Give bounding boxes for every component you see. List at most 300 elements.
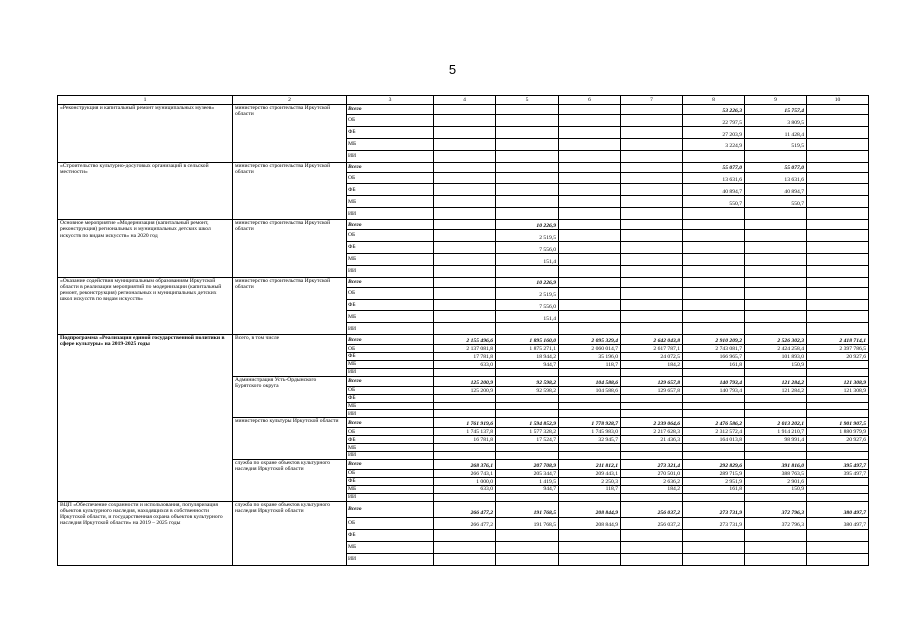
amount-cell: 550,7	[683, 196, 745, 208]
amount-cell: 184,2	[621, 485, 683, 493]
amount-cell	[559, 323, 621, 335]
amount-cell	[496, 184, 559, 196]
amount-cell: 184,2	[621, 361, 683, 369]
amount-cell: 395 497,7	[807, 459, 869, 469]
amount-cell	[621, 162, 683, 172]
amount-cell	[496, 541, 559, 553]
amount-cell: 20 927,6	[807, 436, 869, 444]
funding-source: Всего	[347, 335, 434, 345]
amount-cell	[621, 105, 683, 115]
amount-cell: 151,4	[496, 311, 559, 323]
amount-cell: 1 761 919,6	[434, 418, 496, 428]
amount-cell	[434, 311, 496, 323]
amount-cell: 10 226,9	[496, 220, 559, 230]
amount-cell: 3 809,5	[745, 115, 807, 127]
amount-cell	[807, 115, 869, 127]
amount-cell: 140 793,4	[683, 376, 745, 386]
funding-source: МБ	[347, 541, 434, 553]
amount-cell	[683, 402, 745, 410]
funding-source: ФБ	[347, 242, 434, 254]
amount-cell: 391 816,0	[745, 459, 807, 469]
amount-cell: 118,7	[559, 361, 621, 369]
amount-cell: 10 226,9	[496, 277, 559, 287]
amount-cell: 1 914 210,7	[745, 428, 807, 436]
amount-cell: 1 778 928,7	[559, 418, 621, 428]
amount-cell	[621, 410, 683, 418]
amount-cell	[807, 368, 869, 376]
funding-source: ОБ	[347, 386, 434, 394]
amount-cell: 11 428,4	[745, 126, 807, 138]
amount-cell: 151,4	[496, 253, 559, 265]
amount-cell: 7 556,0	[496, 299, 559, 311]
amount-cell	[559, 126, 621, 138]
amount-cell: 2 217 628,3	[621, 428, 683, 436]
amount-cell: 17 781,8	[434, 353, 496, 361]
amount-cell	[745, 402, 807, 410]
amount-cell	[745, 150, 807, 162]
amount-cell: 1 875 271,1	[496, 345, 559, 353]
amount-cell: 166 965,7	[683, 353, 745, 361]
funding-source: МБ	[347, 138, 434, 150]
amount-cell: 13 631,6	[745, 172, 807, 184]
funding-source: Всего	[347, 162, 434, 172]
funding-source: ИИ	[347, 265, 434, 277]
amount-cell	[621, 323, 683, 335]
amount-cell	[434, 253, 496, 265]
amount-cell	[496, 493, 559, 501]
amount-cell	[434, 242, 496, 254]
amount-cell	[807, 265, 869, 277]
amount-cell	[434, 323, 496, 335]
funding-source: МБ	[347, 402, 434, 410]
funding-source: МБ	[347, 361, 434, 369]
amount-cell: 273 731,9	[683, 517, 745, 529]
amount-cell: 2 910 209,2	[683, 335, 745, 345]
amount-cell: 380 497,7	[807, 517, 869, 529]
amount-cell	[496, 208, 559, 220]
column-header: 6	[559, 96, 621, 105]
amount-cell	[807, 138, 869, 150]
amount-cell: 1 880 979,9	[807, 428, 869, 436]
amount-cell	[559, 230, 621, 242]
amount-cell	[434, 138, 496, 150]
amount-cell: 2 312 572,4	[683, 428, 745, 436]
amount-cell	[621, 444, 683, 452]
amount-cell	[496, 394, 559, 402]
funding-source: ОБ	[347, 345, 434, 353]
table-row	[58, 105, 869, 115]
amount-cell: 55 077,0	[683, 162, 745, 172]
amount-cell: 125 200,9	[434, 386, 496, 394]
amount-cell: 2 397 786,5	[807, 345, 869, 353]
amount-cell	[807, 162, 869, 172]
page-number: 5	[448, 62, 457, 77]
amount-cell: 40 894,7	[745, 184, 807, 196]
funding-source: ФБ	[347, 394, 434, 402]
amount-cell	[621, 196, 683, 208]
amount-cell: 2 095 329,4	[559, 335, 621, 345]
amount-cell	[683, 277, 745, 287]
amount-cell: 205 344,7	[496, 469, 559, 477]
amount-cell: 150,9	[745, 485, 807, 493]
funding-source: ИИ	[347, 368, 434, 376]
funding-source: Всего	[347, 376, 434, 386]
amount-cell: 2 476 586,2	[683, 418, 745, 428]
executor: министерство строительства Иркутской области	[233, 277, 347, 335]
amount-cell: 1 745 983,0	[559, 428, 621, 436]
amount-cell: 208 844,9	[559, 501, 621, 517]
funding-source: МБ	[347, 196, 434, 208]
amount-cell	[496, 150, 559, 162]
funding-source: ОБ	[347, 469, 434, 477]
amount-cell	[807, 184, 869, 196]
amount-cell: 161,8	[683, 361, 745, 369]
amount-cell	[559, 553, 621, 565]
amount-cell	[745, 253, 807, 265]
amount-cell	[621, 394, 683, 402]
amount-cell	[434, 105, 496, 115]
amount-cell	[745, 394, 807, 402]
executor: министерство строительства Иркутской области	[233, 162, 347, 220]
amount-cell: 266 477,2	[434, 501, 496, 517]
amount-cell	[745, 220, 807, 230]
table-row	[58, 501, 869, 517]
amount-cell	[621, 184, 683, 196]
amount-cell: 372 796,3	[745, 501, 807, 517]
funding-source: ИИ	[347, 553, 434, 565]
header-row	[58, 96, 869, 105]
amount-cell: 1 577 328,2	[496, 428, 559, 436]
column-header: 1	[58, 96, 233, 105]
amount-cell	[745, 452, 807, 460]
executor: служба по охране объектов культурного наследия Иркутской области	[233, 459, 347, 501]
amount-cell: 104 588,6	[559, 386, 621, 394]
amount-cell	[559, 277, 621, 287]
executor: министерство культуры Иркутской области	[233, 418, 347, 460]
amount-cell	[559, 150, 621, 162]
executor: Всего, в том числе	[233, 335, 347, 377]
amount-cell	[496, 115, 559, 127]
amount-cell	[807, 311, 869, 323]
amount-cell	[621, 230, 683, 242]
amount-cell: 2 418 714,1	[807, 335, 869, 345]
amount-cell	[434, 230, 496, 242]
amount-cell	[434, 162, 496, 172]
amount-cell: 2 526 302,3	[745, 335, 807, 345]
amount-cell: 129 657,8	[621, 386, 683, 394]
amount-cell	[683, 265, 745, 277]
amount-cell: 17 524,7	[496, 436, 559, 444]
amount-cell	[621, 277, 683, 287]
amount-cell	[621, 265, 683, 277]
amount-cell: 32 945,7	[559, 436, 621, 444]
funding-source: МБ	[347, 311, 434, 323]
amount-cell: 92 598,2	[496, 376, 559, 386]
amount-cell	[559, 220, 621, 230]
amount-cell: 125 200,9	[434, 376, 496, 386]
amount-cell: 256 037,2	[621, 501, 683, 517]
amount-cell: 121 284,2	[745, 386, 807, 394]
amount-cell	[807, 150, 869, 162]
amount-cell: 27 203,9	[683, 126, 745, 138]
amount-cell: 1 745 137,8	[434, 428, 496, 436]
amount-cell: 150,9	[745, 361, 807, 369]
amount-cell	[745, 410, 807, 418]
amount-cell	[621, 287, 683, 299]
amount-cell	[559, 541, 621, 553]
amount-cell: 207 708,9	[496, 459, 559, 469]
table-row	[58, 220, 869, 230]
amount-cell	[745, 541, 807, 553]
amount-cell	[683, 493, 745, 501]
amount-cell	[559, 253, 621, 265]
executor: министерство строительства Иркутской области	[233, 105, 347, 163]
amount-cell: 1 901 907,5	[807, 418, 869, 428]
amount-cell	[683, 394, 745, 402]
funding-source: ОБ	[347, 230, 434, 242]
amount-cell	[745, 493, 807, 501]
column-header: 2	[233, 96, 347, 105]
amount-cell	[807, 287, 869, 299]
amount-cell: 2 137 081,8	[434, 345, 496, 353]
amount-cell: 118,7	[559, 485, 621, 493]
amount-cell: 944,7	[496, 485, 559, 493]
funding-source: Всего	[347, 501, 434, 517]
amount-cell: 40 894,7	[683, 184, 745, 196]
amount-cell	[745, 242, 807, 254]
amount-cell: 55 077,0	[745, 162, 807, 172]
amount-cell	[621, 368, 683, 376]
amount-cell	[559, 184, 621, 196]
amount-cell: 380 497,7	[807, 501, 869, 517]
amount-cell: 1 594 852,9	[496, 418, 559, 428]
budget-table	[57, 95, 869, 566]
amount-cell	[496, 410, 559, 418]
amount-cell	[621, 150, 683, 162]
amount-cell	[559, 196, 621, 208]
amount-cell	[496, 553, 559, 565]
amount-cell: 2 250,3	[559, 477, 621, 485]
amount-cell	[807, 361, 869, 369]
amount-cell	[496, 105, 559, 115]
funding-source: ФБ	[347, 436, 434, 444]
amount-cell	[559, 368, 621, 376]
column-header: 9	[745, 96, 807, 105]
amount-cell	[434, 529, 496, 541]
amount-cell: 2 239 064,6	[621, 418, 683, 428]
amount-cell: 209 443,1	[559, 469, 621, 477]
amount-cell	[496, 529, 559, 541]
amount-cell	[559, 493, 621, 501]
amount-cell: 101 893,0	[745, 353, 807, 361]
amount-cell	[621, 452, 683, 460]
amount-cell: 15 757,4	[745, 105, 807, 115]
amount-cell	[807, 230, 869, 242]
funding-source: ИИ	[347, 150, 434, 162]
funding-source: ФБ	[347, 184, 434, 196]
funding-source: ФБ	[347, 126, 434, 138]
amount-cell	[745, 444, 807, 452]
amount-cell	[559, 287, 621, 299]
amount-cell: 266 743,1	[434, 469, 496, 477]
amount-cell	[496, 172, 559, 184]
amount-cell: 191 768,5	[496, 517, 559, 529]
amount-cell	[807, 242, 869, 254]
amount-cell	[434, 493, 496, 501]
amount-cell	[621, 541, 683, 553]
amount-cell: 3 224,9	[683, 138, 745, 150]
amount-cell: 208 844,9	[559, 517, 621, 529]
amount-cell: 256 037,2	[621, 517, 683, 529]
amount-cell	[559, 265, 621, 277]
amount-cell	[559, 115, 621, 127]
program-name: ВЦП «Обеспечение сохранности и использования, популяризация объектов культурного наследия, находящихся в собственности Иркутской области, и государственная охрана объектов культурного наследия Иркутской области» на 2019 – 2025 годы	[58, 501, 233, 565]
amount-cell	[559, 394, 621, 402]
amount-cell	[434, 541, 496, 553]
amount-cell: 633,0	[434, 361, 496, 369]
amount-cell: 35 196,0	[559, 353, 621, 361]
amount-cell	[559, 299, 621, 311]
funding-source: ФБ	[347, 529, 434, 541]
amount-cell	[559, 172, 621, 184]
amount-cell	[807, 323, 869, 335]
amount-cell	[745, 277, 807, 287]
amount-cell: 273 321,4	[621, 459, 683, 469]
amount-cell	[683, 311, 745, 323]
amount-cell	[434, 196, 496, 208]
amount-cell: 24 072,5	[621, 353, 683, 361]
amount-cell	[621, 299, 683, 311]
column-header: 3	[347, 96, 434, 105]
amount-cell	[745, 299, 807, 311]
amount-cell: 388 763,5	[745, 469, 807, 477]
amount-cell	[434, 452, 496, 460]
amount-cell: 98 991,4	[745, 436, 807, 444]
amount-cell	[807, 493, 869, 501]
amount-cell	[434, 115, 496, 127]
amount-cell	[683, 529, 745, 541]
column-header: 5	[496, 96, 559, 105]
program-name: «Оказание содействия муниципальным образованиям Иркутской области в реализации мероприятий по модернизации (капитальный ремонт, реконструкция) региональных и муниципальных детских школ искусств по видам искусств»	[58, 277, 233, 335]
amount-cell: 121 284,2	[745, 376, 807, 386]
amount-cell	[621, 529, 683, 541]
amount-cell	[683, 410, 745, 418]
amount-cell	[807, 541, 869, 553]
amount-cell	[621, 253, 683, 265]
amount-cell	[496, 323, 559, 335]
amount-cell	[683, 444, 745, 452]
amount-cell	[683, 299, 745, 311]
amount-cell: 21 436,3	[621, 436, 683, 444]
amount-cell	[434, 265, 496, 277]
amount-cell	[621, 242, 683, 254]
amount-cell: 22 797,5	[683, 115, 745, 127]
amount-cell	[683, 287, 745, 299]
amount-cell	[807, 485, 869, 493]
amount-cell	[683, 208, 745, 220]
amount-cell	[683, 553, 745, 565]
amount-cell	[559, 242, 621, 254]
amount-cell: 1 895 160,0	[496, 335, 559, 345]
executor: Администрация Усть-Ордынского Бурятского округа	[233, 376, 347, 418]
amount-cell	[745, 368, 807, 376]
amount-cell	[559, 162, 621, 172]
amount-cell	[434, 220, 496, 230]
amount-cell	[807, 452, 869, 460]
amount-cell	[496, 196, 559, 208]
amount-cell: 104 588,6	[559, 376, 621, 386]
amount-cell	[807, 208, 869, 220]
amount-cell	[559, 208, 621, 220]
amount-cell	[621, 220, 683, 230]
funding-source: ОБ	[347, 428, 434, 436]
amount-cell	[496, 452, 559, 460]
amount-cell: 292 829,6	[683, 459, 745, 469]
amount-cell	[434, 172, 496, 184]
column-header: 10	[807, 96, 869, 105]
amount-cell	[559, 402, 621, 410]
amount-cell: 18 944,2	[496, 353, 559, 361]
amount-cell	[496, 162, 559, 172]
amount-cell: 2 901,6	[745, 477, 807, 485]
funding-source: ФБ	[347, 477, 434, 485]
amount-cell	[496, 138, 559, 150]
amount-cell	[745, 323, 807, 335]
amount-cell	[559, 410, 621, 418]
amount-cell	[683, 242, 745, 254]
amount-cell	[683, 323, 745, 335]
amount-cell	[745, 208, 807, 220]
amount-cell	[621, 138, 683, 150]
amount-cell: 164 013,8	[683, 436, 745, 444]
table-row	[58, 277, 869, 287]
amount-cell: 16 781,8	[434, 436, 496, 444]
amount-cell: 1 419,5	[496, 477, 559, 485]
funding-source: Всего	[347, 105, 434, 115]
amount-cell	[621, 115, 683, 127]
funding-source: МБ	[347, 444, 434, 452]
amount-cell	[434, 277, 496, 287]
amount-cell	[621, 402, 683, 410]
executor: министерство строительства Иркутской области	[233, 220, 347, 278]
funding-source: МБ	[347, 485, 434, 493]
column-header: 7	[621, 96, 683, 105]
amount-cell	[807, 196, 869, 208]
amount-cell	[621, 172, 683, 184]
funding-source: ИИ	[347, 493, 434, 501]
amount-cell	[683, 220, 745, 230]
amount-cell	[434, 299, 496, 311]
amount-cell	[807, 394, 869, 402]
amount-cell	[434, 394, 496, 402]
amount-cell	[745, 265, 807, 277]
amount-cell: 53 226,3	[683, 105, 745, 115]
amount-cell	[807, 172, 869, 184]
amount-cell: 268 376,1	[434, 459, 496, 469]
amount-cell: 372 796,3	[745, 517, 807, 529]
amount-cell: 2 519,5	[496, 230, 559, 242]
amount-cell: 7 556,0	[496, 242, 559, 254]
amount-cell	[434, 553, 496, 565]
funding-source: ИИ	[347, 208, 434, 220]
amount-cell	[683, 253, 745, 265]
program-name: Подпрограмма «Реализация единой государственной политики в сфере культуры» на 2019-2025 годы	[58, 335, 233, 501]
amount-cell	[496, 265, 559, 277]
amount-cell	[559, 529, 621, 541]
amount-cell: 191 768,5	[496, 501, 559, 517]
column-header: 4	[434, 96, 496, 105]
amount-cell: 2 951,9	[683, 477, 745, 485]
